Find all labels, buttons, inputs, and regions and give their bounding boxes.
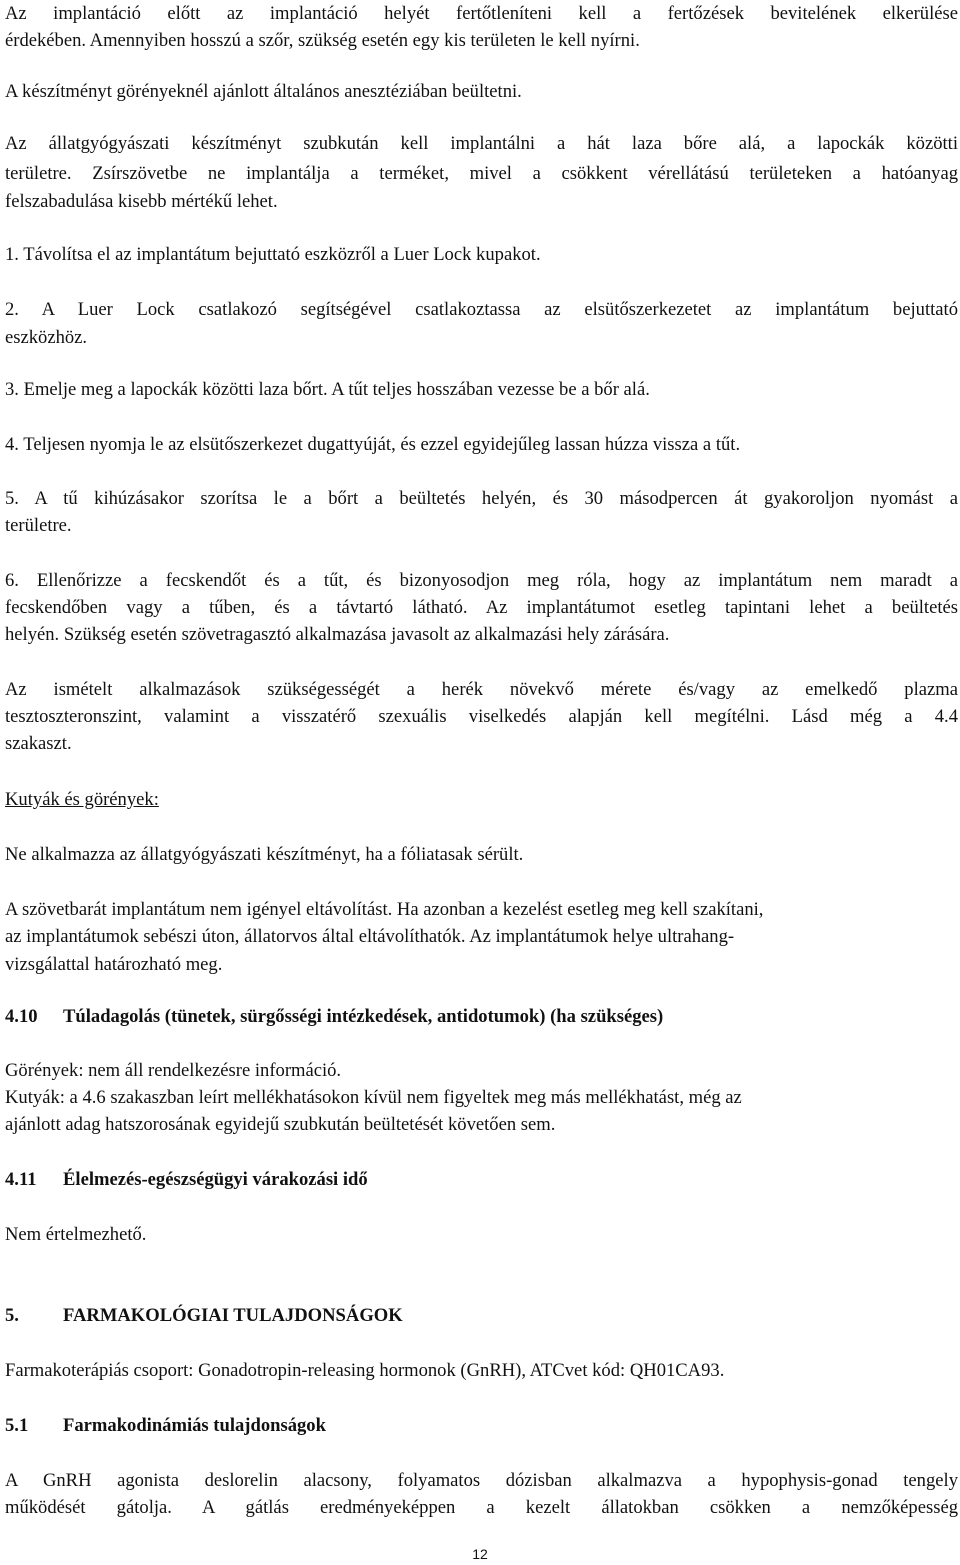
paragraph-line: Nem értelmezhető. <box>5 1224 147 1245</box>
paragraph-line: működését gátolja. A gátlás eredményeképpen a kezelt állatokban csökken a nemzőképesség <box>5 1497 958 1518</box>
section-title: Élelmezés-egészségügyi várakozási idő <box>63 1169 368 1190</box>
step-2: 2. A Luer Lock csatlakozó segítségével csatlakoztassa az elsütőszerkezetet az implantátum bejuttató <box>5 299 958 320</box>
section-heading-5-1 <box>5 1412 326 1439</box>
paragraph-line: ajánlott adag hatszorosának egyidejű szubkután beültetését követően sem. <box>5 1114 556 1135</box>
paragraph-line: területre. <box>5 515 72 536</box>
page-number: 12 <box>472 1546 488 1562</box>
paragraph-line: A készítményt görényeknél ajánlott általános anesztéziában beültetni. <box>5 81 522 102</box>
section-heading-4-10 <box>5 1003 663 1030</box>
paragraph-line: érdekében. Amennyiben hosszú a szőr, szükség esetén egy kis területen le kell nyírni. <box>5 30 640 51</box>
paragraph-line: Az állatgyógyászati készítményt szubkután kell implantálni a hát laza bőre alá, a lapockák közötti <box>5 133 958 154</box>
paragraph-line: A szövetbarát implantátum nem igényel eltávolítást. Ha azonban a kezelést esetleg meg kell szakítani, <box>5 899 764 920</box>
section-number: 4.11 <box>5 1169 37 1190</box>
paragraph-line: A GnRH agonista deslorelin alacsony, folyamatos dózisban alkalmazva a hypophysis-gonad tengely <box>5 1470 958 1491</box>
paragraph-line: felszabadulása kisebb mértékű lehet. <box>5 191 278 212</box>
step-6: 6. Ellenőrizze a fecskendőt és a tűt, és bizonyosodjon meg róla, hogy az implantátum nem maradt a <box>5 570 958 591</box>
section-title: FARMAKOLÓGIAI TULAJDONSÁGOK <box>63 1305 403 1326</box>
paragraph-line: fecskendőben vagy a tűben, és a távtartó látható. Az implantátumot esetleg tapintani lehet a beültetés <box>5 597 958 618</box>
paragraph-line: tesztoszteronszint, valamint a visszatérő szexuális viselkedés alapján kell megítélni. Lásd még a 4.4 <box>5 706 958 727</box>
step-4: 4. Teljesen nyomja le az elsütőszerkezet dugattyúját, és ezzel egyidejűleg lassan húzza vissza a tűt. <box>5 434 741 455</box>
section-heading-5 <box>5 1302 403 1329</box>
paragraph-line: Farmakoterápiás csoport: Gonadotropin-releasing hormonok (GnRH), ATCvet kód: QH01CA93. <box>5 1360 725 1381</box>
paragraph-line: szakaszt. <box>5 733 72 754</box>
paragraph-line: Ne alkalmazza az állatgyógyászati készítményt, ha a fóliatasak sérült. <box>5 844 524 865</box>
section-number: 4.10 <box>5 1006 38 1027</box>
paragraph-line: vizsgálattal határozható meg. <box>5 954 223 975</box>
step-3: 3. Emelje meg a lapockák közötti laza bőrt. A tűt teljes hosszában vezesse be a bőr alá. <box>5 379 650 400</box>
paragraph-line: Az ismételt alkalmazások szükségességét a herék növekvő mérete és/vagy az emelkedő plazma <box>5 679 958 700</box>
step-1: 1. Távolítsa el az implantátum bejuttató eszközről a Luer Lock kupakot. <box>5 244 541 265</box>
paragraph-line: eszközhöz. <box>5 327 88 348</box>
subheading-kutyak-gorenyek: Kutyák és görények: <box>5 789 159 810</box>
section-title: Farmakodinámiás tulajdonságok <box>63 1415 326 1436</box>
step-5: 5. A tű kihúzásakor szorítsa le a bőrt a beültetés helyén, és 30 másodpercen át gyakoroljon nyomást a <box>5 488 958 509</box>
paragraph-line: helyén. Szükség esetén szövetragasztó alkalmazása javasolt az alkalmazási hely zárására. <box>5 624 670 645</box>
paragraph-line: Görények: nem áll rendelkezésre információ. <box>5 1060 342 1081</box>
paragraph-line: Az implantáció előtt az implantáció helyét fertőtleníteni kell a fertőzések bevitelének elkerülése <box>5 3 958 24</box>
paragraph-line: Kutyák: a 4.6 szakaszban leírt mellékhatásokon kívül nem figyeltek meg más mellékhatást, még az <box>5 1087 742 1108</box>
paragraph-line: területre. Zsírszövetbe ne implantálja a terméket, mivel a csökkent vérellátású területeken a hatóanyag <box>5 163 958 184</box>
section-heading-4-11 <box>5 1166 368 1193</box>
section-title: Túladagolás (tünetek, sürgősségi intézkedések, antidotumok) (ha szükséges) <box>63 1006 664 1027</box>
section-number: 5. <box>5 1305 19 1326</box>
paragraph-line: az implantátumok sebészi úton, állatorvos által eltávolíthatók. Az implantátumok helye ultrahang- <box>5 926 735 947</box>
section-number: 5.1 <box>5 1415 29 1436</box>
